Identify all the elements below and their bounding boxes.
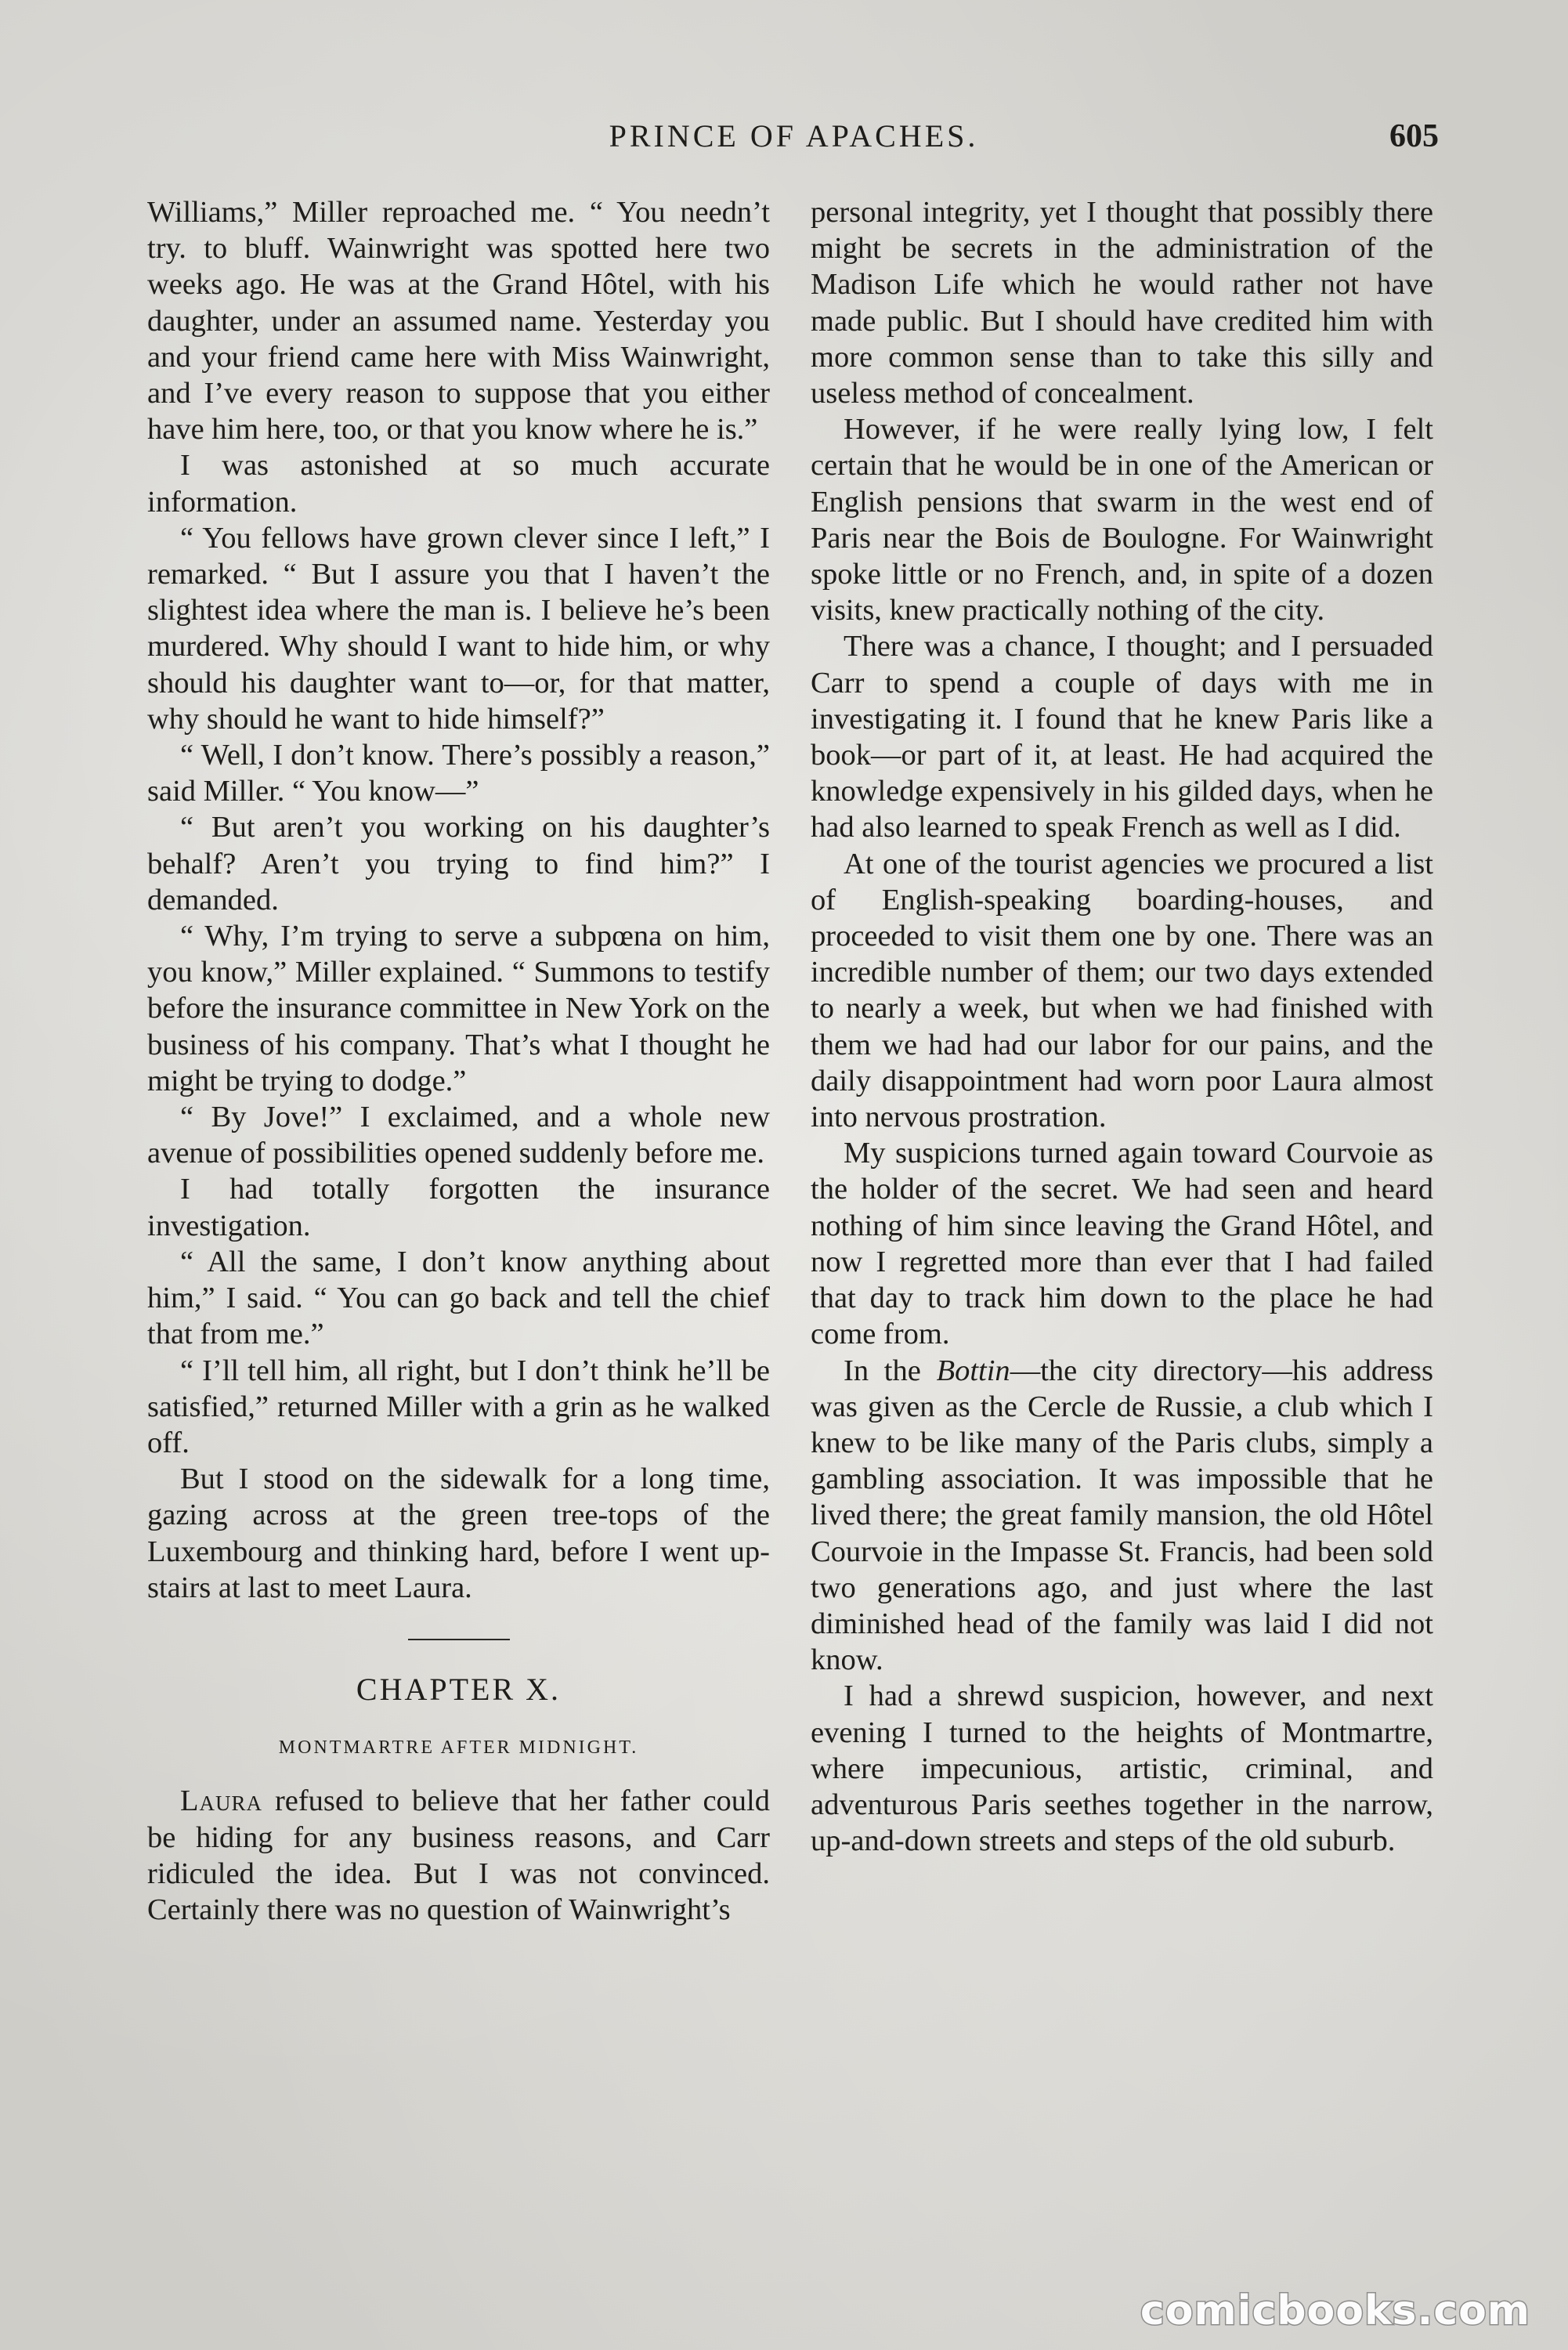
paragraph: Williams,” Miller reproached me. “ You needn’t try. to bluff. Wainwright was spotted here two weeks ago. He was at the Grand Hôtel, with his daughter, under an assumed name. Yesterday you and your friend came here with Miss Wainwright, and I’ve every reason to suppose that you either have him here, too, or that you know where he is.” <box>147 196 770 446</box>
left-column <box>147 194 770 1928</box>
section-divider <box>408 1639 510 1640</box>
chapter-opening-text: refused to believe that her father could be hiding for any business reasons, and Carr ridiculed the idea. But I was not convinced. Certainly there was no question of Wainwright’s <box>147 1784 770 1926</box>
paragraph: My suspicions turned again toward Courvoie as the holder of the secret. We had seen and heard nothing of him since leaving the Grand Hôtel, and now I regretted more than ever that I had failed that day to track him down to the place he had come from. <box>811 1137 1433 1351</box>
bottin-after: —the city directory—his address was given as the Cercle de Russie, a club which I knew to be like many of the Paris clubs, simply a gambling association. It was impossible that he lived there; the great family mansion, the old Hôtel Courvoie in the Impasse St. Francis, had been sold two generations ago, and just where the last diminished head of the family was laid I did not know. <box>811 1354 1433 1677</box>
paragraph: “ You fellows have grown clever since I left,” I remarked. “ But I assure you that I haven’t the slightest idea where the man is. I believe he’s been murdered. Why should I want to hide him, or why should his daughter want to—or, for that matter, why should he want to hide himself?” <box>147 521 770 736</box>
bottin-word: Bottin <box>936 1354 1010 1387</box>
watermark-text: comicbooks.com <box>1140 2287 1530 2334</box>
paragraph: At one of the tourist agencies we procured a list of English-speaking boarding-houses, and proceeded to visit them one by one. There was an incredible number of them; our two days extended to nearly a week, but when we had finished with them we had had our labor for our pains, and the daily disappointment had worn poor Laura almost into nervous prostration. <box>811 847 1433 1134</box>
paragraph: personal integrity, yet I thought that possibly there might be secrets in the administration of the Madison Life which he would rather not have made public. But I should have credited him with more common sense than to take this silly and useless method of concealment. <box>811 196 1433 410</box>
chapter-subtitle: MONTMARTRE AFTER MIDNIGHT. <box>278 1737 639 1759</box>
paragraph: “ Why, I’m trying to serve a subpœna on him, you know,” Miller explained. “ Summons to testify before the insurance committee in New York on the business of his company. That’s what I thought he might be trying to dodge.” <box>147 920 770 1097</box>
bottin-before: In the <box>844 1354 937 1387</box>
chapter-opening-paragraph <box>147 1783 770 1928</box>
paragraph: “ I’ll tell him, all right, but I don’t think he’ll be satisfied,” returned Miller with a grin as he walked off. <box>147 1354 770 1459</box>
paragraph: I had a shrewd suspicion, however, and next evening I turned to the heights of Montmartre, where impecunious, artistic, criminal, and adventurous Paris seethes together in the narrow, up-and-down streets and steps of the old suburb. <box>811 1679 1433 1858</box>
running-title: PRINCE OF APACHES. <box>609 118 979 154</box>
bottin-paragraph <box>811 1353 1433 1679</box>
paragraph: “ By Jove!” I exclaimed, and a whole new avenue of possibilities opened suddenly before me. <box>147 1101 770 1170</box>
paragraph: But I stood on the sidewalk for a long time, gazing across at the green tree-tops of the Luxembourg and thinking hard, before I went up-stairs at last to meet Laura. <box>147 1462 770 1604</box>
running-head <box>149 118 1439 164</box>
chapter-title: CHAPTER X. <box>356 1671 562 1707</box>
paragraph: “ All the same, I don’t know anything about him,” I said. “ You can go back and tell the chief that from me.” <box>147 1245 770 1351</box>
paragraph: I had totally forgotten the insurance investigation. <box>147 1173 770 1242</box>
paragraph: However, if he were really lying low, I felt certain that he would be in one of the American or English pensions that swarm in the west end of Paris near the Bois de Boulogne. For Wainwright spoke little or no French, and, in spite of a dozen visits, knew practically nothing of the city. <box>811 413 1433 627</box>
chapter-first-word: Laura <box>180 1784 263 1818</box>
paragraph: “ But aren’t you working on his daughter’s behalf? Aren’t you trying to find him?” I demanded. <box>147 811 770 916</box>
paragraph: I was astonished at so much accurate information. <box>147 449 770 519</box>
page-number: 605 <box>1389 118 1439 154</box>
paragraph: There was a chance, I thought; and I persuaded Carr to spend a couple of days with me in investigating it. I found that he knew Paris like a book—or part of it, at least. He had acquired the knowledge expensively in his gilded days, when he had also learned to speak French as well as I did. <box>811 630 1433 844</box>
right-column <box>811 194 1433 1859</box>
paragraph: “ Well, I don’t know. There’s possibly a reason,” said Miller. “ You know—” <box>147 739 770 808</box>
